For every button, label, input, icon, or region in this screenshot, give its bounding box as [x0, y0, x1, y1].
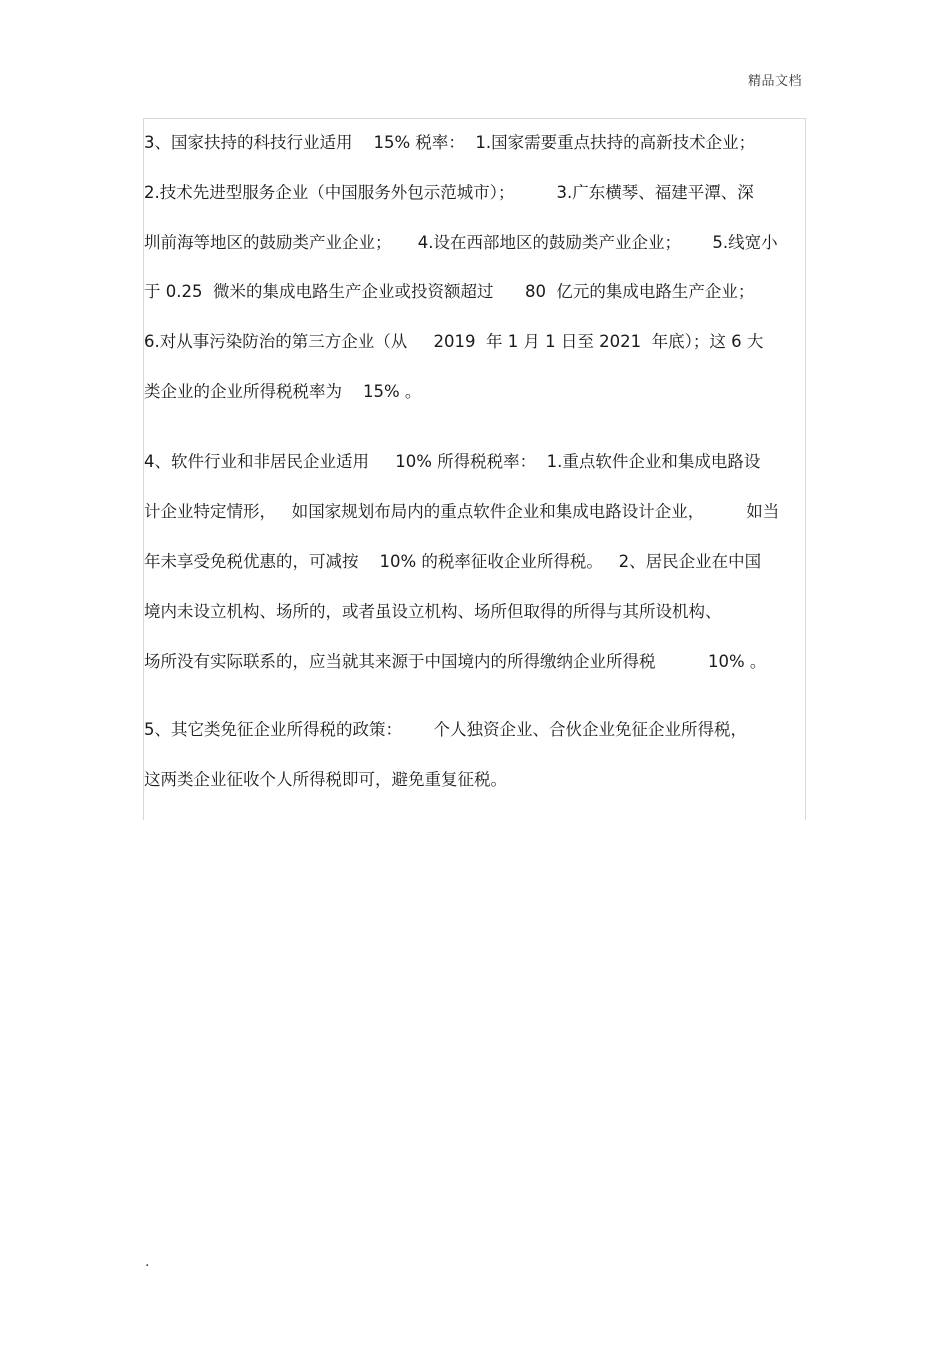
paragraph-2-line-4: 境内未设立机构、场所的，或者虽设立机构、场所但取得的所得与其所设机构、: [144, 602, 722, 621]
paragraph-1-line-1: 3、国家扶持的科技行业适用 15% 税率： 1.国家需要重点扶持的高新技术企业；: [144, 133, 756, 152]
paragraph-2-line-1: 4、软件行业和非居民企业适用 10% 所得税税率： 1.重点软件企业和集成电路设: [144, 452, 761, 471]
paragraph-1-line-6: 类企业的企业所得税税率为 15% 。: [144, 382, 422, 401]
paragraph-1-line-2: 2.技术先进型服务企业（中国服务外包示范城市）； 3.广东横琴、福建平潭、深: [144, 183, 754, 202]
paragraph-2-line-2: 计企业特定情形， 如国家规划布局内的重点软件企业和集成电路设计企业， 如当: [144, 502, 780, 521]
footer-mark: .: [145, 1254, 150, 1270]
paragraph-3-line-2: 这两类企业征收个人所得税即可，避免重复征税。: [144, 770, 507, 789]
page-header-label: 精品文档: [747, 74, 802, 89]
paragraph-2-line-5: 场所没有实际联系的，应当就其来源于中国境内的所得缴纳企业所得税 10% 。: [144, 652, 767, 671]
paragraph-2-line-3: 年未享受免税优惠的，可减按 10% 的税率征收企业所得税。 2、居民企业在中国: [144, 552, 762, 571]
paragraph-1-line-4: 于 0.25 微米的集成电路生产企业或投资额超过 80 亿元的集成电路生产企业；: [144, 282, 755, 301]
paragraph-1-line-3: 圳前海等地区的鼓励类产业企业； 4.设在西部地区的鼓励类产业企业； 5.线宽小: [144, 233, 778, 252]
paragraph-3-line-1: 5、其它类免征企业所得税的政策： 个人独资企业、合伙企业免征企业所得税，: [144, 720, 747, 739]
paragraph-1-line-5: 6.对从事污染防治的第三方企业（从 2019 年 1 月 1 日至 2021 年底）；这 6 大: [144, 332, 764, 351]
